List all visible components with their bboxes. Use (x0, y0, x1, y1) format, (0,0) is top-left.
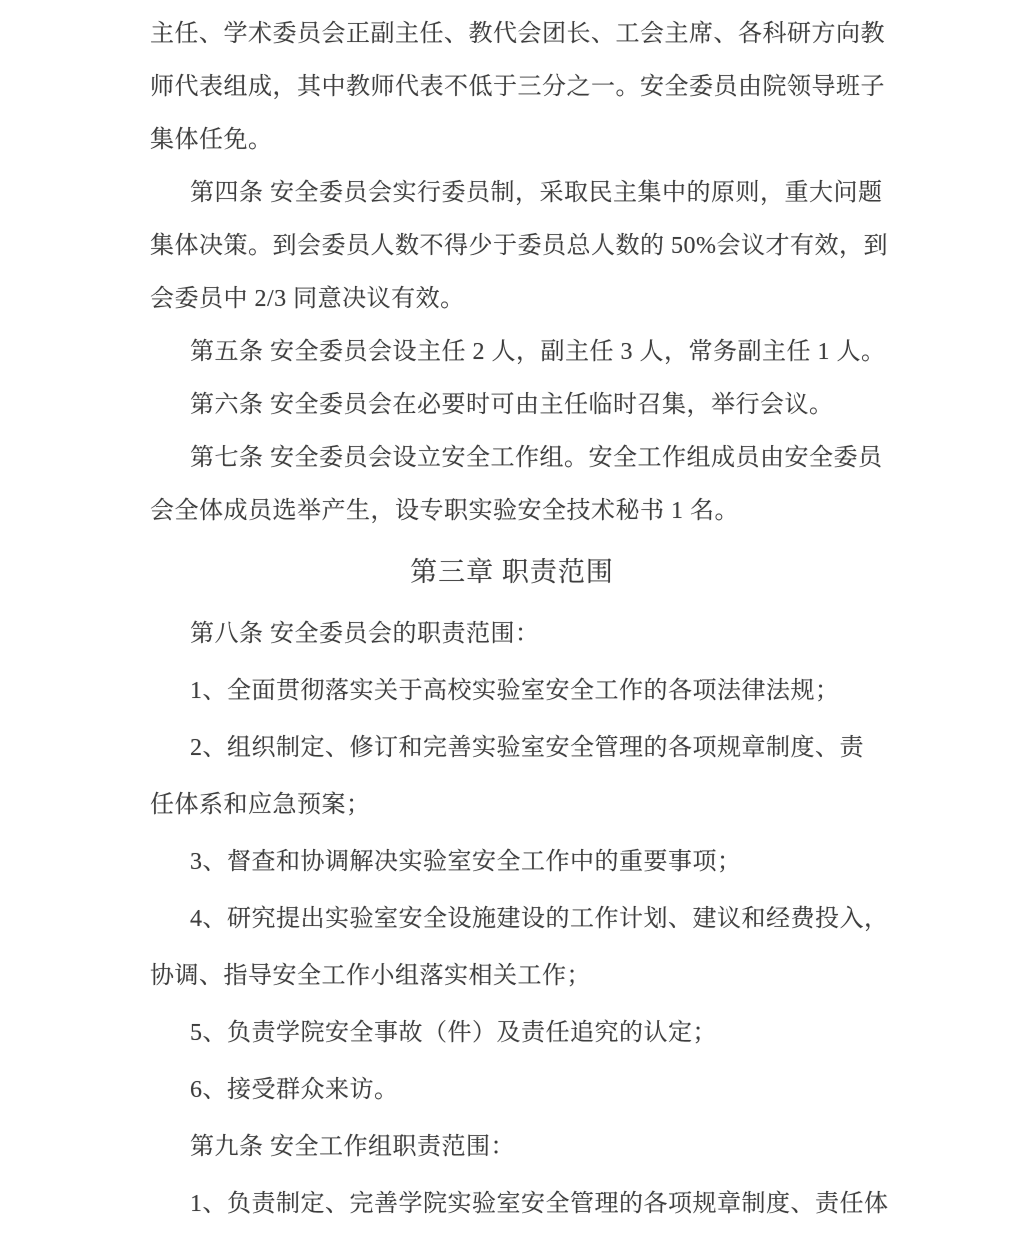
list-item-line: 6、接受群众来访。 (190, 1077, 399, 1103)
document-line: 集体任免。 (150, 127, 273, 153)
document-line: 协调、指导安全工作小组落实相关工作； (150, 963, 591, 989)
document-line: 会委员中 2/3 同意决议有效。 (150, 286, 465, 312)
article-8-first-line: 第八条 安全委员会的职责范围： (190, 621, 540, 647)
article-6-first-line: 第六条 安全委员会在必要时可由主任临时召集，举行会议。 (190, 392, 834, 418)
list-item-line: 2、组织制定、修订和完善实验室安全管理的各项规章制度、责 (190, 735, 864, 761)
document-page (150, 8, 889, 1233)
document-line: 会全体成员选举产生，设专职实验安全技术秘书 1 名。 (150, 498, 739, 524)
chapter-heading: 第三章 职责范围 (410, 557, 614, 587)
document-line: 师代表组成，其中教师代表不低于三分之一。安全委员由院领导班子 (150, 74, 885, 100)
document-line: 任体系和应急预案； (150, 792, 371, 818)
list-item-line: 1、负责制定、完善学院实验室安全管理的各项规章制度、责任体 (190, 1191, 889, 1217)
document-body-top (150, 8, 888, 538)
document-line: 集体决策。到会委员人数不得少于委员总人数的 50%会议才有效，到 (150, 233, 888, 259)
list-item-line: 1、全面贯彻落实关于高校实验室安全工作的各项法律法规； (190, 678, 840, 704)
list-item-line: 3、督查和协调解决实验室安全工作中的重要事项； (190, 849, 742, 875)
article-7-first-line: 第七条 安全委员会设立安全工作组。安全工作组成员由安全委员 (190, 445, 883, 471)
article-5-first-line: 第五条 安全委员会设主任 2 人，副主任 3 人，常务副主任 1 人。 (190, 339, 886, 365)
article-4-first-line: 第四条 安全委员会实行委员制，采取民主集中的原则，重大问题 (190, 180, 883, 206)
article-9-first-line: 第九条 安全工作组职责范围： (190, 1134, 515, 1160)
list-item-line: 5、负责学院安全事故（件）及责任追究的认定； (190, 1020, 717, 1046)
document-body-bottom (150, 606, 889, 1233)
list-item-line: 4、研究提出实验室安全设施建设的工作计划、建议和经费投入， (190, 906, 889, 932)
document-line: 主任、学术委员会正副主任、教代会团长、工会主席、各科研方向教 (150, 21, 885, 47)
